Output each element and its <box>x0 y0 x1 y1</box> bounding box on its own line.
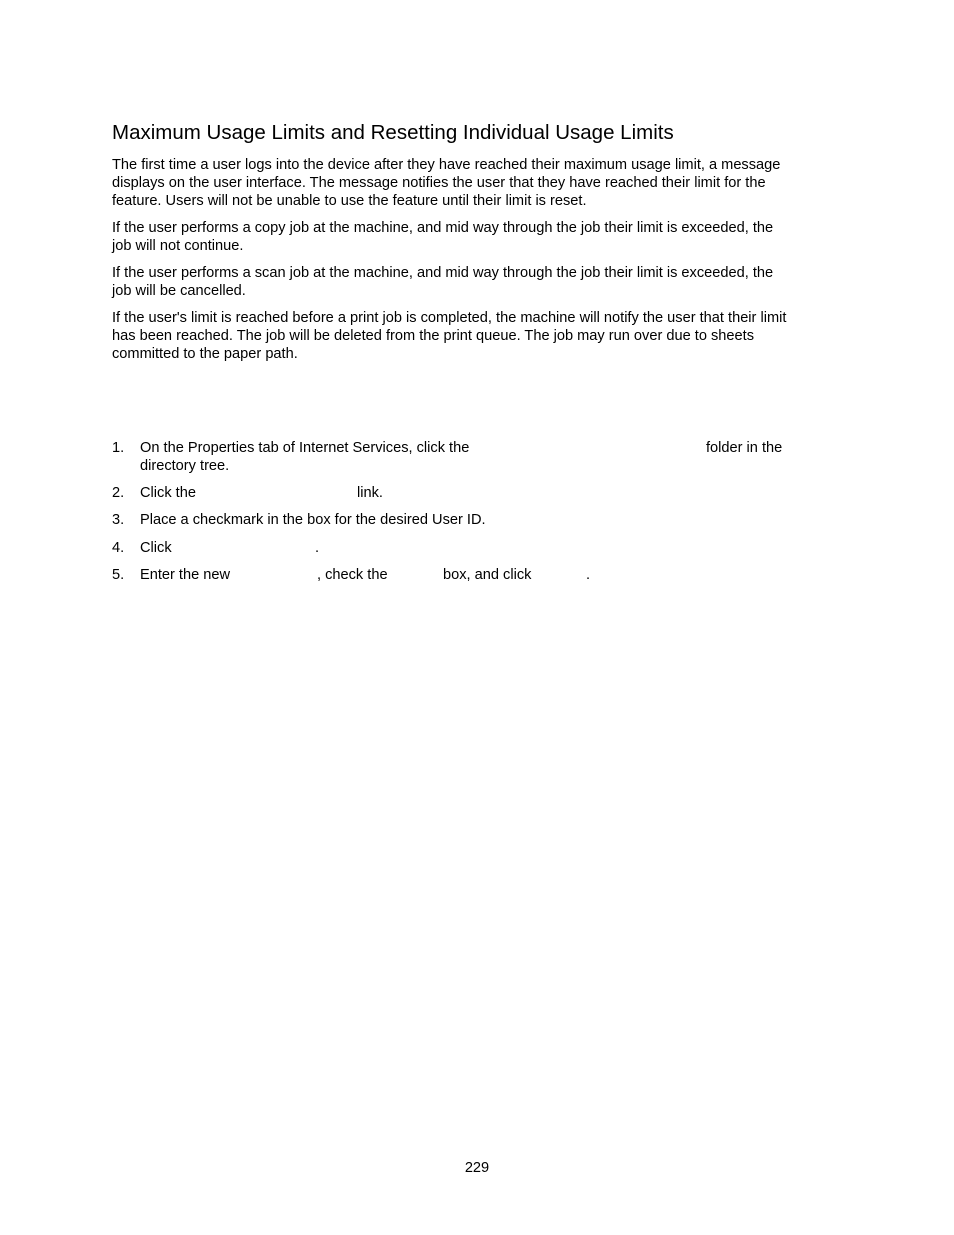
page-number: 229 <box>464 1160 490 1176</box>
text-line: displays on the user interface. The message notifies the user that they have reached their limit for the <box>112 175 766 192</box>
step-number: 1. <box>112 440 125 456</box>
step-text: Enter the new <box>140 567 231 583</box>
step-number: 2. <box>112 485 125 501</box>
text-line: job will be cancelled. <box>112 283 246 300</box>
step-text: , check the <box>317 567 388 583</box>
text-line: If the user's limit is reached before a print job is completed, the machine will notify the user that their limit <box>112 310 787 326</box>
step-text: link. <box>357 485 383 501</box>
text-line: If the user performs a scan job at the machine, and mid way through the job their limit is exceeded, the <box>112 265 774 281</box>
step-text: box, and click <box>443 567 532 583</box>
paragraph-copy-job <box>112 219 773 255</box>
step-text: . <box>315 540 320 556</box>
step-text: Click the <box>140 485 196 501</box>
page-title: Maximum Usage Limits and Resetting Individual Usage Limits <box>112 121 674 144</box>
step-number: 3. <box>112 512 125 528</box>
step-text: Click <box>140 540 172 556</box>
paragraph-scan-job <box>112 264 773 300</box>
paragraph-limit-message <box>112 156 780 211</box>
text-line: feature. Users will not be unable to use the feature until their limit is reset. <box>112 193 587 210</box>
step-number: 5. <box>112 567 125 583</box>
text-line: If the user performs a copy job at the machine, and mid way through the job their limit is exceeded, the <box>112 220 774 236</box>
step-text: . <box>586 567 591 583</box>
text-line: The first time a user logs into the device after they have reached their maximum usage limit, a message <box>112 157 781 173</box>
step-text: On the Properties tab of Internet Services, click the <box>140 440 470 456</box>
paragraph-print-job <box>112 309 786 364</box>
step-number: 4. <box>112 540 125 556</box>
text-line: job will not continue. <box>112 238 244 255</box>
step-text: folder in the <box>706 440 783 456</box>
text-line: has been reached. The job will be deleted from the print queue. The job may run over due to sheets <box>112 328 754 345</box>
text-line: committed to the paper path. <box>112 346 298 363</box>
step-text: Place a checkmark in the box for the desired User ID. <box>140 512 486 528</box>
step-text: directory tree. <box>140 458 230 474</box>
